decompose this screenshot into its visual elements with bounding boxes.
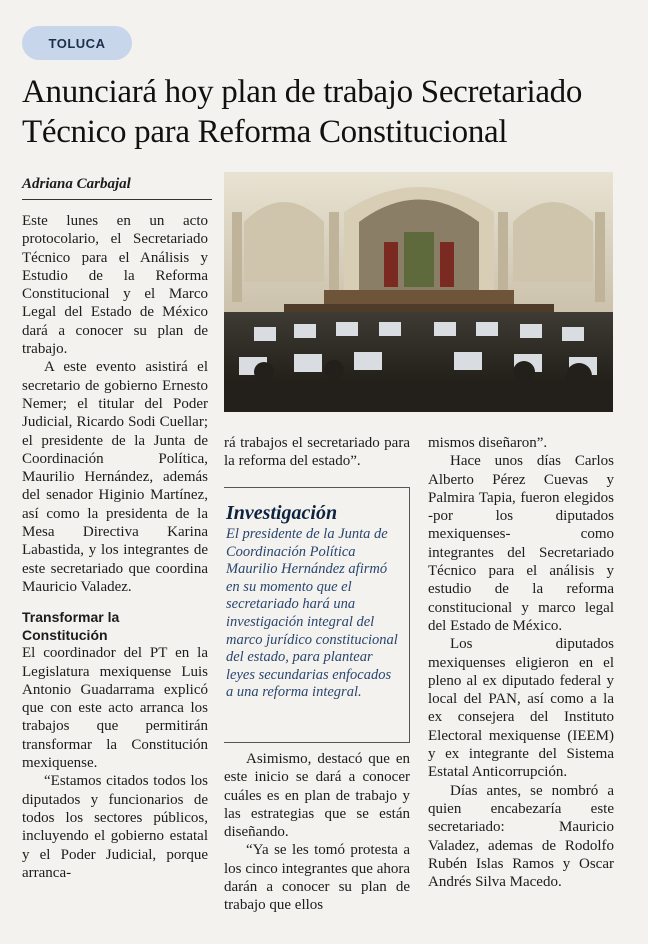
subheading: Transformar la Constitución: [22, 609, 120, 644]
headline: Anunciará hoy plan de trabajo Secretariado Técnico para Reforma Constitucional: [22, 74, 583, 150]
column-3: [428, 434, 614, 891]
paragraph: Los diputados mexiquenses eligieron en el pleno al ex diputado federal y local del PAN, así como a la ex consejera del Instituto Electoral mexiquense (IEEM) y ex integrante del Sistema Estatal Anticorrupción.: [428, 636, 614, 781]
byline: Adriana Carbajal: [22, 176, 212, 200]
paragraph: Este lunes en un acto protocolario, el Secretariado Técnico para el Análisis y Estudio de la Reforma Constitucional y el Marco Legal del Estado de México dará a conocer su plan de trabajo.: [22, 213, 208, 358]
paragraph: rá trabajos el secretariado para la reforma del estado”.: [224, 435, 410, 470]
paragraph: “Ya se les tomó protesta a los cinco integrantes que ahora darán a conocer su plan de trabajo que ellos: [224, 842, 410, 914]
column-1: [22, 212, 208, 882]
sidebar-box: [224, 487, 410, 743]
paragraph: Días antes, se nombró a quien encabezaría este secretariado: Mauricio Valadez, ademas de Rodolfo Rubén Islas Ramos y Oscar Andrés Silva Macedo.: [428, 782, 614, 891]
column-2-bottom: [224, 750, 410, 915]
sidebar-title: Investigación: [226, 502, 338, 524]
chamber-illustration: [224, 172, 613, 412]
paragraph: A este evento asistirá el secretario de gobierno Ernesto Nemer; el titular del Poder Judicial, Ricardo Sodi Cuellar; el presidente de la Junta de Coordinación Política, Maurilio Hernández, además del senador Higinio Martínez, así como la presidenta de la Mesa Directiva Karina Labastida, y los integrantes de este secretariado que coordina Mauricio Valadez.: [22, 359, 208, 595]
paragraph: mismos diseñaron”.: [428, 435, 548, 451]
column-2-top: [224, 434, 410, 471]
section-tag: TOLUCA: [22, 26, 132, 60]
paragraph: “Estamos citados todos los diputados y funcionarios de todos los sectores públicos, incluyendo el gobierno estatal y el Poder Judicial, porque arranca-: [22, 773, 208, 881]
sidebar-text: El presidente de la Junta de Coordinación Política Maurilio Hernández afirmó en su momento que el secretariado hará una investigación integral del marco jurídico constitucional del estado, para plantear leyes secundarias enfocados a una reforma integral.: [226, 526, 398, 701]
paragraph: Hace unos días Carlos Alberto Pérez Cuevas y Palmira Tapia, fueron elegidos -por los diputados mexiquenses- como integrantes del Secretariado Técnico para el análisis y estudio de la reforma constitucional y marco legal del Estado de México.: [428, 453, 614, 634]
photo-legislative-chamber: [224, 172, 613, 412]
paragraph: El coordinador del PT en la Legislatura mexiquense Luis Antonio Guadarrama explicó que con este acto arranca los trabajos que permitirán transformar la Constitución mexiquense.: [22, 645, 208, 772]
paragraph: Asimismo, destacó que en este inicio se dará a conocer cuáles es en plan de trabajo y las estrategias que se están diseñando.: [224, 751, 410, 841]
